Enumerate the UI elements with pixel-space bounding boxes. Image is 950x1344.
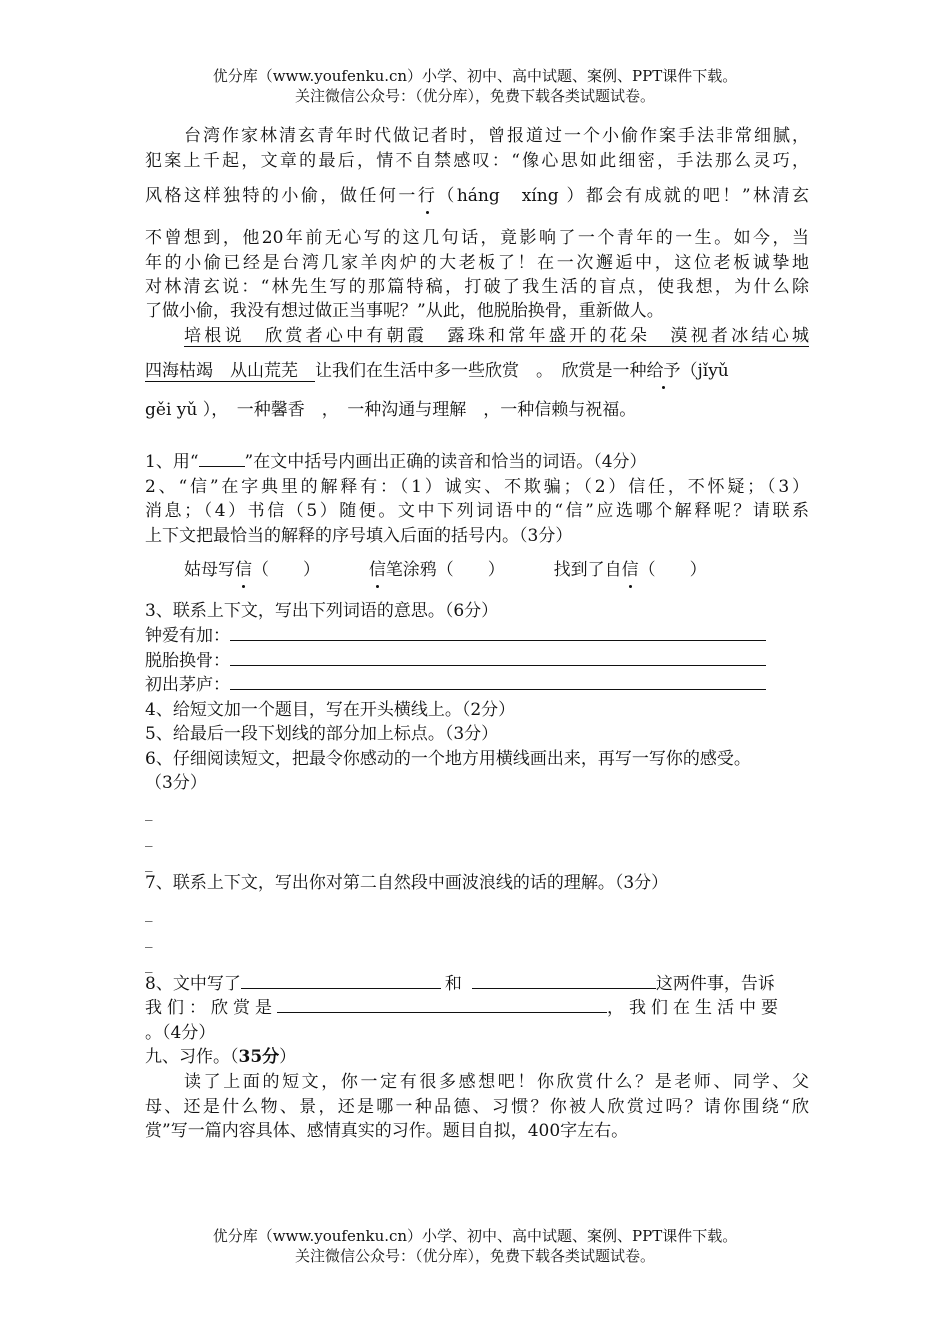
question-8: 我们：欣赏是 ，我们在生活中要 [145, 998, 783, 1018]
question-6: 6、仔细阅读短文，把最令你感动的一个地方用横线画出来，再写一写你的感受。 [145, 749, 751, 769]
passage-line: 风格这样独特的小偷，做任何一行（háng xíng ）都会有成就的吧！”林清玄 [145, 186, 810, 206]
question-2: 上下文把最恰当的解释的序号填入后面的括号内。（3分） [145, 526, 573, 546]
answer-blank[interactable] [199, 450, 245, 467]
question-5: 5、给最后一段下划线的部分加上标点。（3分） [145, 724, 499, 744]
underlined-text: 四海枯竭 从山荒芜 [145, 361, 315, 381]
word-item[interactable]: 信笔涂鸦（ ） [368, 560, 505, 580]
header-line-2: 关注微信公众号：（优分库），免费下载各类试题试卷。 [294, 87, 655, 105]
footer-line-2: 关注微信公众号：（优分库），免费下载各类试题试卷。 [294, 1247, 655, 1265]
passage-line: 了做小偷，我没有想过做正当事呢？”从此，他脱胎换骨，重新做人。 [145, 301, 664, 321]
footer-line-1: 优分库（www.youfenku.cn）小学、初中、高中试题、案例、PPT课件下载。 [212, 1227, 738, 1245]
page-header [0, 66, 950, 106]
question-4: 4、给短文加一个题目，写在开头横线上。（2分） [145, 700, 516, 720]
dotted-char: 给予 [646, 361, 681, 381]
page-footer [0, 1226, 950, 1266]
question-8: 。（4分） [145, 1023, 216, 1043]
question-7: 7、联系上下文，写出你对第二自然段中画波浪线的话的理解。（3分） [145, 873, 669, 893]
answer-dash[interactable]: _ [145, 955, 153, 973]
passage-line: gěi yǔ ）， 一种馨香 ， 一种沟通与理解 ，一种信赖与祝福。 [145, 400, 637, 420]
answer-dash[interactable]: _ [145, 854, 153, 872]
answer-dash[interactable]: _ [145, 930, 153, 948]
answer-line[interactable] [230, 624, 766, 641]
answer-blank[interactable] [277, 996, 607, 1013]
question-3-item: 初出茅庐： [145, 673, 809, 697]
answer-dash[interactable]: _ [145, 803, 153, 821]
section-9-text: 赏”写一篇内容具体、感情真实的习作。题目自拟，400字左右。 [145, 1121, 629, 1141]
word-item[interactable]: 姑母写信（ ） [184, 560, 320, 580]
question-3-item: 脱胎换骨： [145, 649, 809, 673]
answer-line[interactable] [230, 649, 766, 666]
answer-blank[interactable] [472, 972, 656, 989]
question-3-item: 钟爱有加： [145, 624, 809, 648]
passage-line: 年的小偷已经是台湾几家羊肉炉的大老板了！在一次邂逅中，这位老板诚挚地 [145, 253, 809, 273]
header-line-1: 优分库（www.youfenku.cn）小学、初中、高中试题、案例、PPT课件下载。 [212, 67, 738, 85]
section-9-text: 读了上面的短文，你一定有很多感想吧！你欣赏什么？是老师、同学、父 [184, 1072, 809, 1092]
question-2: 消息；（4）书信（5）随便。文中下列词语中的“信”应选哪个解释呢？请联系 [145, 501, 809, 521]
passage-line: 犯案上千起，文章的最后，情不自禁感叹：“像心思如此细密，手法那么灵巧， [145, 151, 809, 171]
passage-line: 四海枯竭 从山荒芜 让我们在生活中多一些欣赏 。 欣赏是一种给予（jǐyǔ [145, 361, 729, 381]
section-9-title: 九、习作。（35分） [145, 1047, 297, 1067]
question-6: （3分） [145, 773, 207, 793]
answer-blank[interactable] [241, 972, 441, 989]
answer-line[interactable] [230, 673, 766, 690]
passage-line: 台湾作家林清玄青年时代做记者时，曾报道过一个小偷作案手法非常细腻， [184, 126, 809, 146]
word-item[interactable]: 找到了自信（ ） [553, 560, 707, 580]
passage-line: 对林清玄说：“林先生写的那篇特稿，打破了我生活的盲点，使我想，为什么除 [145, 277, 809, 297]
question-2-words [184, 558, 784, 582]
question-2: 2、“信”在字典里的解释有：（1）诚实、不欺骗；（2）信任，不怀疑；（3） [145, 477, 809, 497]
passage-line: 不曾想到，他20年前无心写的这几句话，竟影响了一个青年的一生。如今，当 [145, 228, 809, 248]
dotted-char: 行 [417, 186, 438, 206]
question-1: 1、用“ ”在文中括号内画出正确的读音和恰当的词语。（4分） [145, 452, 647, 472]
underlined-text: 培根说 欣赏者心中有朝霞 露珠和常年盛开的花朵 漠视者冰结心城 [184, 326, 809, 346]
question-3: 3、联系上下文，写出下列词语的意思。（6分） [145, 601, 499, 621]
answer-dash[interactable]: _ [145, 904, 153, 922]
question-8: 8、文中写了 和 这两件事，告诉 [145, 974, 775, 994]
section-9-text: 母、还是什么物、景，还是哪一种品德、习惯？你被人欣赏过吗？请你围绕“欣 [145, 1097, 809, 1117]
passage-line [184, 324, 809, 348]
answer-dash[interactable]: _ [145, 829, 153, 847]
